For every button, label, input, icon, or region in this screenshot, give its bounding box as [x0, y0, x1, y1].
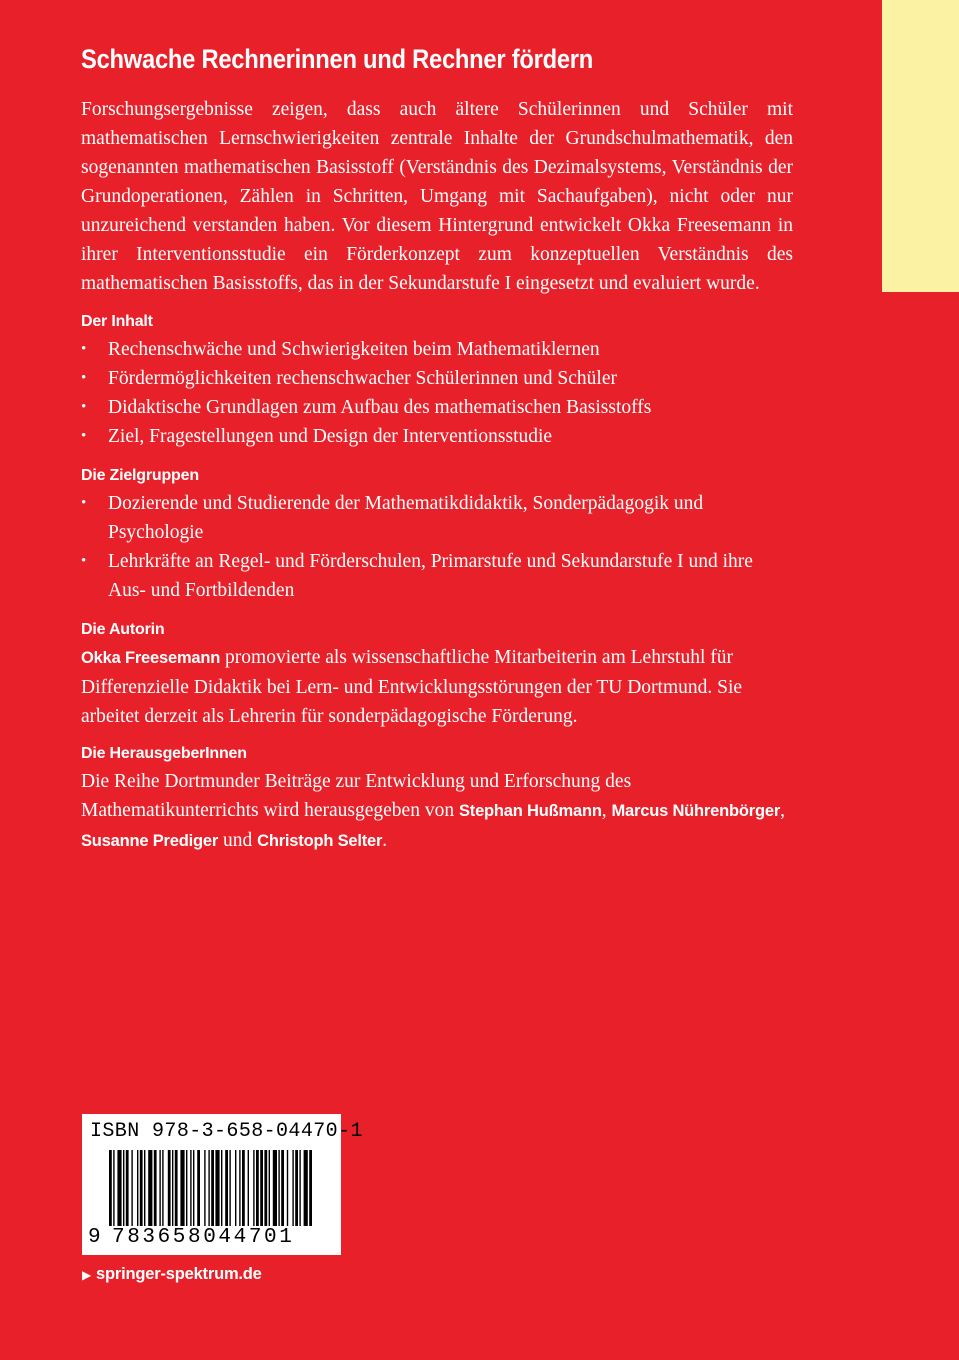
barcode-bar [215, 1150, 219, 1226]
list-item: • Fördermöglichkeiten rechenschwacher Schülerinnen und Schüler [81, 364, 793, 393]
barcode-bar [235, 1150, 236, 1226]
barcode-bar [131, 1150, 132, 1226]
barcode-bar [256, 1150, 259, 1226]
barcode-bar [225, 1150, 228, 1226]
list-item: • Lehrkräfte an Regel- und Förderschulen, Primarstufe und Sekundarstufe I und ihre Aus- und Fortbildenden [81, 547, 793, 605]
publisher-url: springer-spektrum.de [96, 1265, 262, 1283]
inhalt-heading: Der Inhalt [81, 313, 153, 330]
barcode-bar [109, 1150, 112, 1226]
publisher-link[interactable] [82, 1265, 262, 1284]
barcode-bar [113, 1150, 114, 1226]
zielgruppen-list [81, 489, 793, 605]
barcode-bar [292, 1150, 293, 1226]
herausgeber-paragraph [81, 767, 793, 856]
barcode-bar [281, 1150, 284, 1226]
barcode-bar [168, 1150, 171, 1226]
barcode-bar [278, 1150, 279, 1226]
autorin-heading: Die Autorin [81, 621, 165, 638]
separator: , [601, 800, 612, 821]
herausgeber-heading: Die HerausgeberInnen [81, 745, 247, 762]
barcode-bar [193, 1150, 194, 1226]
barcode-bar [239, 1150, 240, 1226]
barcode-bar [242, 1150, 245, 1226]
sentence-end: . [382, 830, 388, 851]
isbn-label: ISBN 978-3-658-04470-1 [90, 1120, 363, 1143]
barcode-bar [159, 1150, 160, 1226]
separator: und [218, 830, 258, 851]
editor-name-3: Susanne Prediger [81, 832, 219, 850]
barcode-bar [211, 1150, 214, 1226]
barcode-bar [180, 1150, 184, 1226]
barcode-bar [190, 1150, 191, 1226]
barcode-bar [175, 1150, 178, 1226]
barcode-bar [260, 1150, 263, 1226]
list-item: • Rechenschwäche und Schwierigkeiten beim Mathematiklernen [81, 335, 793, 364]
barcode-bar [204, 1150, 205, 1226]
barcode-bar [117, 1150, 121, 1226]
autorin-paragraph [81, 643, 793, 731]
barcode-bar [162, 1150, 163, 1226]
barcode-bar [273, 1150, 277, 1226]
barcode-bar [304, 1150, 308, 1226]
intro-paragraph: Forschungsergebnisse zeigen, dass auch ältere Schülerinnen und Schüler mit mathematischen Lernschwierigkeiten zentrale Inhalte der Grundschulmathematik, den sogenannten mathematischen Basisstoff (Verständnis des Dezimalsystems, Verständnis der Grundoperationen, Zählen in Schritten, Umgang mit Sachaufgaben), nicht oder nur unzureichend verstanden haben. Vor diesem Hintergrund entwickelt Okka Freesemann in ihrer Interventionsstudie ein Förderkonzept zum konzeptuellen Verständnis des mathematischen Basisstoffs, das in der Sekundarstufe I eingesetzt und evaluiert wurde. [81, 99, 793, 294]
barcode-bar [299, 1150, 300, 1226]
barcode-bar [126, 1150, 129, 1226]
barcode-bar [309, 1150, 312, 1226]
isbn-barcode [82, 1114, 363, 1255]
list-item: • Didaktische Grundlagen zum Aufbau des mathematischen Basisstoffs [81, 393, 793, 422]
barcode-bar [253, 1150, 254, 1226]
autorin-text: promovierte als wissenschaftliche Mitarbeiterin am Lehrstuhl für Differenzielle Didaktik bei Lern- und Entwicklungsstörungen der TU Dortmund. Sie arbeitet derzeit als Lehrerin für sonderpädagogische Förderung. [81, 647, 743, 727]
arrow-right-icon: ▶ [82, 1268, 92, 1282]
inhalt-list [81, 335, 793, 451]
barcode-bar [287, 1150, 288, 1226]
barcode-bar [208, 1150, 209, 1226]
book-title: Schwache Rechnerinnen und Rechner fördern [81, 44, 594, 74]
barcode-bar [140, 1150, 143, 1226]
barcode-bar [269, 1150, 270, 1226]
herausgeber-text: Die Reihe Dortmunder Beiträge zur Entwicklung und Erforschung des Mathematikunterrichts wird herausgegeben von [81, 771, 632, 821]
barcode-bar [295, 1150, 298, 1226]
yellow-accent-strip [882, 0, 959, 292]
ean-first-digit: 9 [88, 1226, 101, 1249]
barcode-bar [264, 1150, 267, 1226]
editor-name-2: Marcus Nührenbörger [611, 802, 781, 820]
barcode-bar [123, 1150, 124, 1226]
list-item: • Dozierende und Studierende der Mathematikdidaktik, Sonderpädagogik und Psychologie [81, 489, 793, 547]
editor-name-4: Christoph Selter [257, 832, 383, 850]
zielgruppen-heading: Die Zielgruppen [81, 467, 199, 484]
barcode-bar [186, 1150, 187, 1226]
separator: , [780, 800, 785, 821]
barcode-bar [221, 1150, 222, 1226]
barcode-bar [144, 1150, 145, 1226]
editor-name-1: Stephan Hußmann [458, 802, 602, 820]
back-cover-text [81, 44, 793, 870]
barcode-bar [197, 1150, 200, 1226]
barcode-bar [148, 1150, 152, 1226]
list-item: • Ziel, Fragestellungen und Design der Interventionsstudie [81, 422, 793, 451]
barcode-bar [229, 1150, 230, 1226]
barcode-bar [172, 1150, 173, 1226]
ean-digits: 783658044701 [112, 1226, 295, 1249]
author-name: Okka Freesemann [81, 649, 221, 667]
barcode-bar [137, 1150, 138, 1226]
barcode-bar [248, 1150, 249, 1226]
barcode-bar [154, 1150, 157, 1226]
